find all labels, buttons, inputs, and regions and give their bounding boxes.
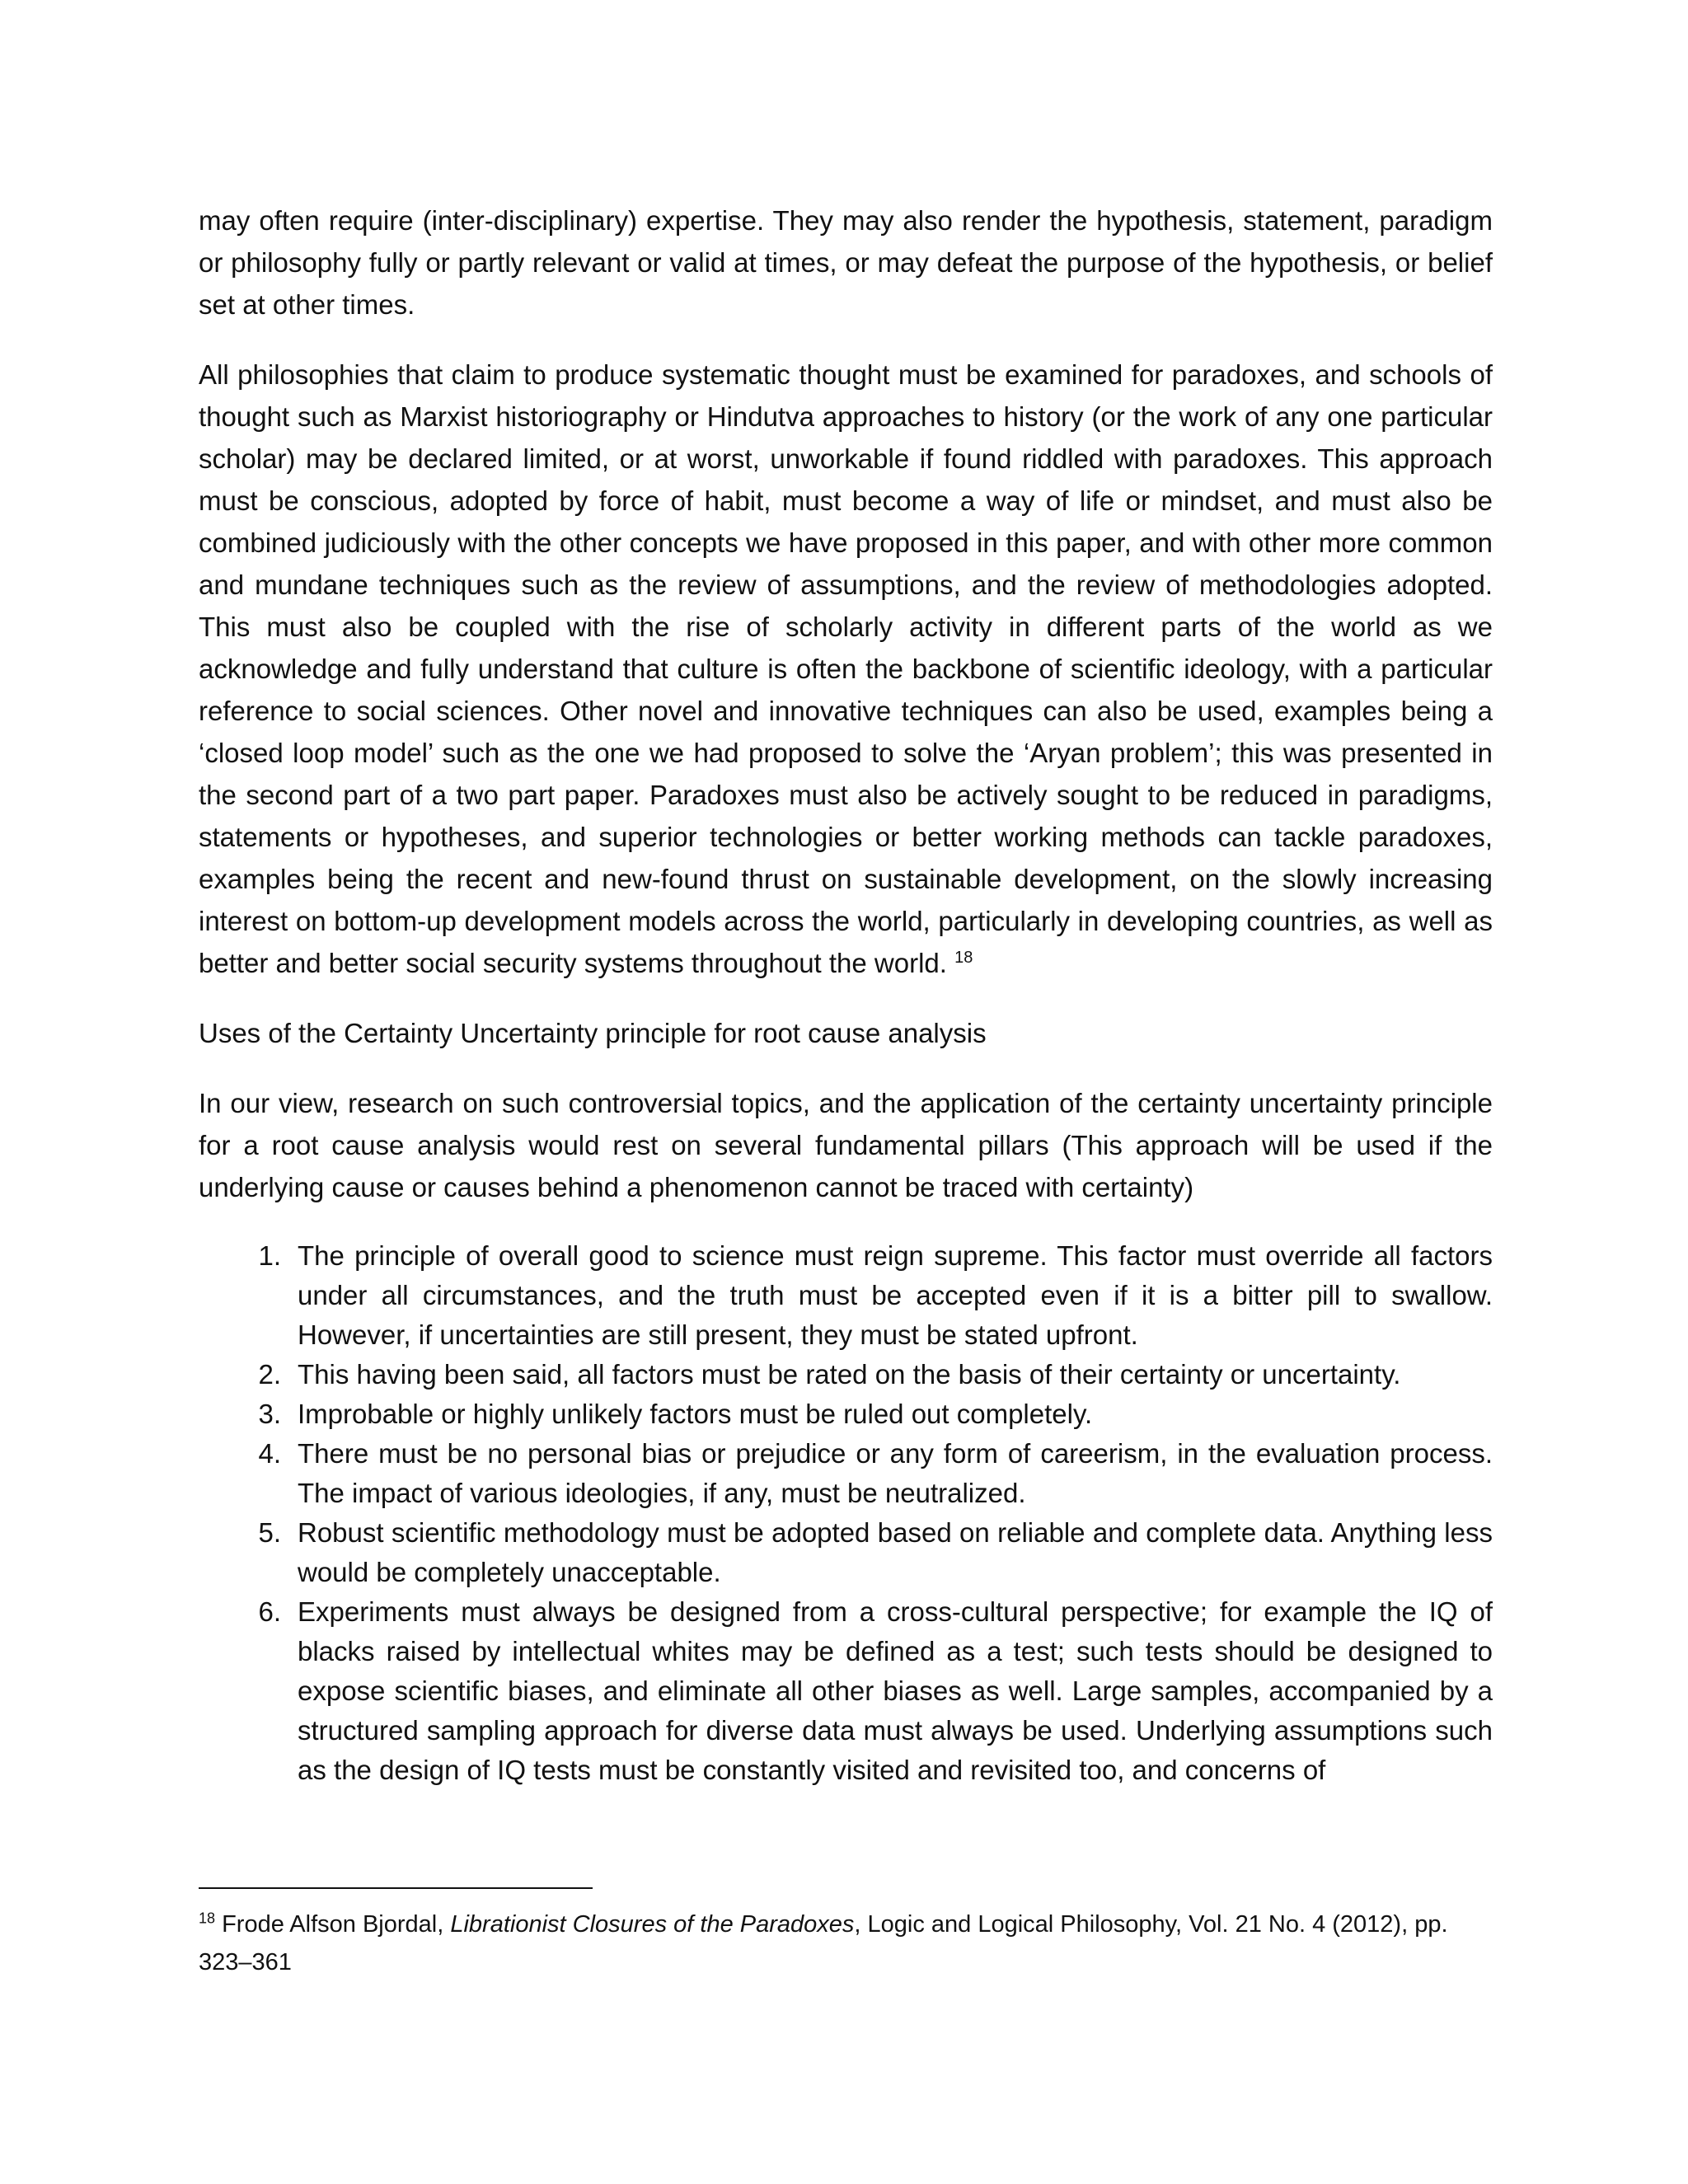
list-item-number: 3. bbox=[258, 1399, 281, 1429]
footnote bbox=[199, 1905, 1493, 1981]
list-item-number: 2. bbox=[258, 1359, 281, 1390]
list-item bbox=[199, 1434, 1493, 1513]
paragraph-pillars: In our view, research on such controversial topics, and the application of the certainty uncertainty principle for a root cause analysis would rest on several fundamental pillars (This approach will be used if the underlying cause or causes behind a phenomenon cannot be traced with certainty) bbox=[199, 1088, 1493, 1202]
paragraph-continuation: may often require (inter-disciplinary) expertise. They may also render the hypothesis, statement, paradigm or philosophy fully or partly relevant or valid at times, or may defeat the purpose of the hypothesis, or belief set at other times. bbox=[199, 205, 1493, 320]
pillars-list bbox=[199, 1236, 1493, 1790]
list-item bbox=[199, 1236, 1493, 1355]
footnote-citation: , Logic and Logical Philosophy, Vol. 21 No. 4 (2012), pp. 323–361 bbox=[199, 1911, 1448, 1975]
list-item-text: There must be no personal bias or prejudice or any form of careerism, in the evaluation process. The impact of various ideologies, if any, must be neutralized. bbox=[298, 1438, 1493, 1508]
list-item-text: The principle of overall good to science must reign supreme. This factor must override all factors under all circumstances, and the truth must be accepted even if it is a bitter pill to swallow. However, if uncertainties are still present, they must be stated upfront. bbox=[298, 1240, 1493, 1350]
list-item-number: 6. bbox=[258, 1596, 281, 1627]
footnote-number: 18 bbox=[199, 1910, 216, 1927]
list-item bbox=[199, 1394, 1493, 1434]
footnote-title: Librationist Closures of the Paradoxes bbox=[450, 1911, 855, 1938]
list-item bbox=[199, 1355, 1493, 1394]
list-item-number: 4. bbox=[258, 1438, 281, 1469]
list-item-number: 5. bbox=[258, 1517, 281, 1548]
body-text bbox=[199, 199, 1493, 1790]
list-item bbox=[199, 1513, 1493, 1592]
list-item-text: This having been said, all factors must be rated on the basis of their certainty or uncertainty. bbox=[298, 1359, 1401, 1390]
footnote-author: Frode Alfson Bjordal, bbox=[222, 1911, 451, 1938]
section-heading: Uses of the Certainty Uncertainty principle for root cause analysis bbox=[199, 1018, 987, 1048]
list-item-text: Improbable or highly unlikely factors must be ruled out completely. bbox=[298, 1399, 1093, 1429]
list-item bbox=[199, 1592, 1493, 1790]
list-item-number: 1. bbox=[258, 1240, 281, 1271]
paragraph-paradoxes-text: All philosophies that claim to produce systematic thought must be examined for paradoxes, and schools of thought such as Marxist historiography or Hindutva approaches to history (or the work of any one particular scholar) may be declared limited, or at worst, unworkable if found riddled with paradoxes. This approach must be conscious, adopted by force of habit, must become a way of life or mindset, and must also be combined judiciously with the other concepts we have proposed in this paper, and with other more common and mundane techniques such as the review of assumptions, and the review of methodologies adopted. This must also be coupled with the rise of scholarly activity in different parts of the world as we acknowledge and fully understand that culture is often the backbone of scientific ideology, with a particular reference to social sciences. Other novel and innovative techniques can also be used, examples being a ‘closed loop model’ such as the one we had proposed to solve the ‘Aryan problem’; this was presented in the second part of a two part paper. Paradoxes must also be actively sought to be reduced in paradigms, statements or hypotheses, and superior technologies or better working methods can tackle paradoxes, examples being the recent and new-found thrust on sustainable development, on the slowly increasing interest on bottom-up development models across the world, particularly in developing countries, as well as better and better social security systems throughout the world. bbox=[199, 359, 1493, 978]
footnote-divider bbox=[199, 1887, 593, 1889]
list-item-text: Robust scientific methodology must be adopted based on reliable and complete data. Anything less would be completely unacceptable. bbox=[298, 1517, 1493, 1587]
footnote-reference[interactable]: 18 bbox=[954, 949, 973, 967]
paragraph-paradoxes bbox=[199, 354, 1493, 984]
list-item-text: Experiments must always be designed from a cross-cultural perspective; for example the IQ of blacks raised by intellectual whites may be defined as a test; such tests should be designed to expose scientific biases, and eliminate all other biases as well. Large samples, accompanied by a structured sampling approach for diverse data must always be used. Underlying assumptions such as the design of IQ tests must be constantly visited and revisited too, and concerns of bbox=[298, 1596, 1493, 1785]
